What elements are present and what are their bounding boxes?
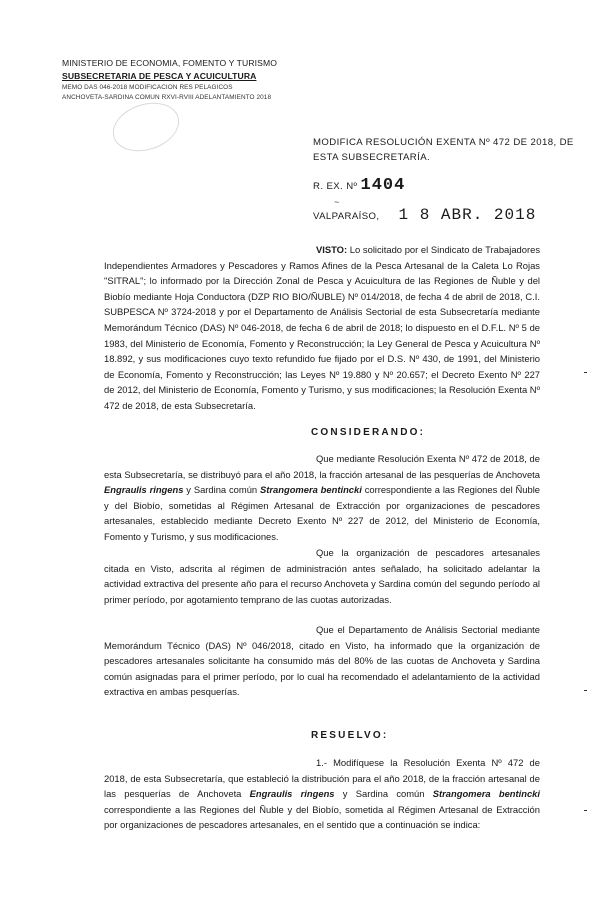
margin-mark (584, 372, 587, 373)
resolution-title-line-1: MODIFICA RESOLUCIÓN EXENTA Nº 472 DE 2018, DE (313, 137, 574, 148)
resuelvo-item-1 (104, 755, 540, 833)
considerando-1-text-c: correspondiente a las Regiones del Ñuble y del Biobío, sometidas al Régimen Artesanal de Extracción por organizaciones de pescadores artesanales, establecido mediante Decreto Exento Nº 227 de 2012, del Ministerio de Economía, Fomento y Turismo, y sus modificaciones. (104, 484, 541, 542)
visto-text: Lo solicitado por el Sindicato de Trabajadores Independientes Armadores y Pescadores y Ramos Afines de la Pesca Artesanal de la Caleta Lo Rojas "SITRAL"; lo informado por la Dirección Zonal de Pesca y Acuicultura de las Regiones de Ñuble y del Biobío mediante Hoja Conductora (DZP RIO BIO/ÑUBLE) Nº 014/2018, de fecha 4 de abril de 2018, C.I. SUBPESCA Nº 3724-2018 y por el Departamento de Análisis Sectorial de esta Subsecretaría mediante Memorándum Técnico (DAS) Nº 046-2018, de fecha 6 de abril de 2018; lo dispuesto en el D.F.L. Nº 5 de 1983, del Ministerio de Economía, Fomento y Reconstrucción; la Ley General de Pesca y Acuicultura Nº 18.892, y sus modificaciones cuyo texto refundido fue fijado por el D.S. Nº 430, de 1991, del Ministerio de Economía, Fomento y Reconstrucción; las Leyes Nº 19.880 y Nº 20.657; el Decreto Exento Nº 227 de 2012, del Ministerio de Economía, Fomento y Turismo, y sus modificaciones; la Resolución Exenta Nº 472 de 2018, de esta Subsecretaría. (104, 244, 541, 411)
resolution-title-line-2: ESTA SUBSECRETARÍA. (313, 152, 431, 163)
office-seal (107, 95, 186, 160)
resolution-number: 1404 (360, 176, 406, 195)
resuelvo-text-a: Modifíquese la Resolución Exenta Nº 472 de 2018, de esta Subsecretaría, que estableció la distribución para el año 2018, de la fracción artesanal de las pesquerías de Anchoveta (104, 757, 540, 800)
margin-mark (584, 810, 587, 811)
visto-label: VISTO: (316, 244, 348, 255)
memo-reference-line-1: MEMO DAS 046-2018 MODIFICACION RES PELAGICOS (62, 84, 233, 91)
handwritten-tick: ~ (334, 197, 340, 207)
resolution-number-line (313, 176, 405, 195)
resuelvo-text-c: correspondiente a las Regiones del Ñuble y del Biobío, sometida al Régimen Artesanal de Extracción por organizaciones de pescadores artesanales, en el sentido que a continuación se indica: (104, 803, 540, 831)
subsecretaria-name: SUBSECRETARIA DE PESCA Y ACUICULTURA (62, 71, 257, 81)
resuelvo-text-b: y Sardina común (334, 788, 433, 800)
resuelvo-heading: RESUELVO: (311, 730, 389, 741)
margin-mark (584, 690, 587, 691)
place-label: VALPARAÍSO, (313, 211, 380, 222)
memo-reference-line-2: ANCHOVETA-SARDINA COMUN RXVI-RVIII ADELANTAMIENTO 2018 (62, 94, 272, 101)
considerando-paragraph-2: Que la organización de pescadores artesanales citada en Visto, adscrita al régimen de administración antes señalado, ha solicitado adelantar la actividad extractiva del presente año para el recurso Anchoveta y Sardina común del segundo período al primer período, por agotamiento temprano de las cuotas autorizadas. (104, 547, 540, 605)
visto-paragraph (104, 242, 540, 414)
resolution-number-label: R. EX. Nº (313, 181, 358, 192)
considerando-heading: CONSIDERANDO: (311, 427, 426, 438)
species-anchoveta: Engraulis ringens (104, 484, 184, 496)
place-date-line (313, 206, 536, 224)
resolution-date: 1 8 ABR. 2018 (398, 206, 537, 224)
species-sardina: Strangomera bentincki (260, 484, 362, 496)
considerando-1-text-b: y Sardina común (183, 484, 260, 496)
resuelvo-species-anchoveta: Engraulis ringens (249, 788, 335, 800)
considerando-1-text-a: Que mediante Resolución Exenta Nº 472 de 2018, de esta Subsecretaría, se distribuyó para el año 2018, la fracción artesanal de las pesquerías de Anchoveta (104, 453, 540, 480)
resuelvo-item-number: 1.- (316, 757, 327, 768)
considerando-paragraph-3: Que el Departamento de Análisis Sectorial mediante Memorándum Técnico (DAS) Nº 046/2018, citado en Visto, ha informado que la organización de pescadores artesanales solicitante ha consumido más del 80% de las cuotas de Anchoveta y Sardina común asignadas para el primer período, por lo cual ha recomendado el adelantamiento de la actividad extractiva en ambas pesquerías. (104, 624, 540, 698)
resuelvo-species-sardina: Strangomera bentincki (432, 788, 541, 800)
ministry-name: MINISTERIO DE ECONOMIA, FOMENTO Y TURISMO (62, 58, 277, 68)
considerando-paragraph-1 (104, 451, 540, 545)
